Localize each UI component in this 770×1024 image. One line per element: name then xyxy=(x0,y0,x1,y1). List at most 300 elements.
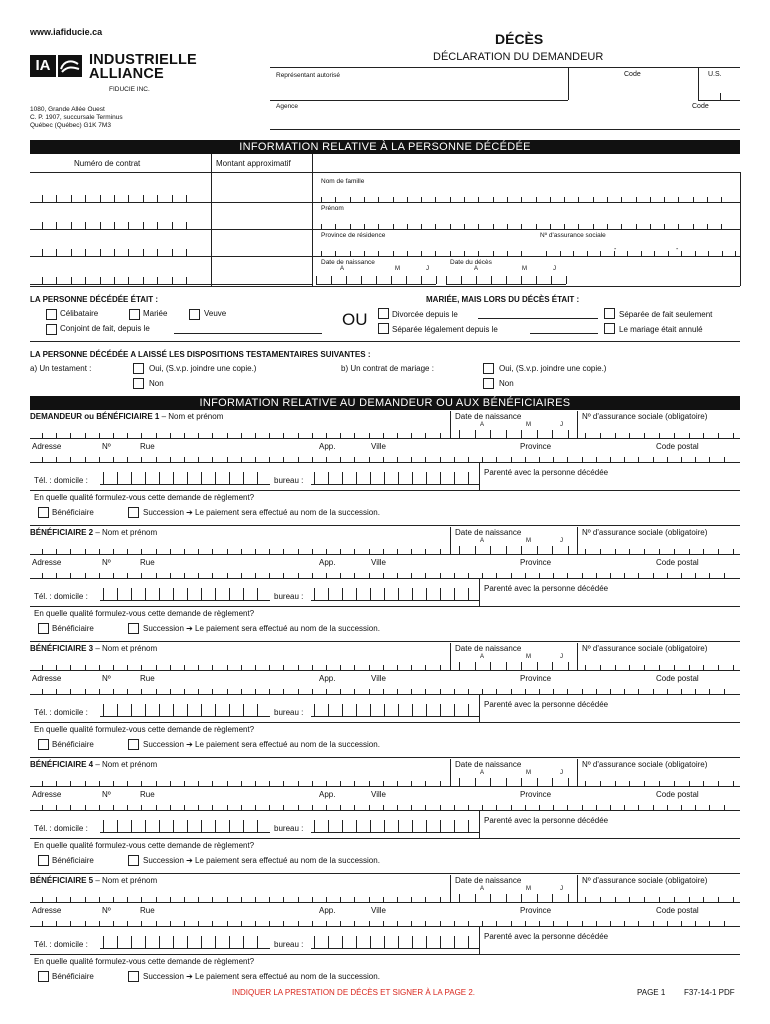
dod-j: J xyxy=(553,266,556,272)
field-baseline xyxy=(30,284,211,285)
succession-checkbox[interactable] xyxy=(128,739,139,750)
field-baseline xyxy=(30,810,740,811)
nas-dash: - xyxy=(614,246,617,253)
dob-j-label: J xyxy=(560,422,563,428)
divider xyxy=(450,759,451,786)
tel-bureau-field[interactable] xyxy=(312,819,478,831)
amount-field[interactable] xyxy=(212,238,311,255)
succession-checkbox[interactable] xyxy=(128,855,139,866)
divider xyxy=(577,411,578,438)
rue-label: Rue xyxy=(140,442,155,451)
dob-a-label: A xyxy=(480,654,485,660)
amount-col-header: Montant approximatif xyxy=(216,159,291,168)
tel-bureau-label: bureau : xyxy=(274,708,304,717)
divider xyxy=(577,759,578,786)
char-box-tick xyxy=(378,197,379,202)
beneficiary-name-label: – Nom et prénom xyxy=(159,412,224,421)
succession-label: Succession ➔ Le paiement sera effectué au nom de la succession. xyxy=(143,972,380,981)
contrat-non-checkbox[interactable] xyxy=(483,378,494,389)
separee-legale-date-field[interactable] xyxy=(530,322,598,333)
beneficiaire-checkbox[interactable] xyxy=(38,855,49,866)
field-baseline xyxy=(446,284,566,285)
beneficiary-address-field[interactable] xyxy=(30,568,740,578)
char-box-tick xyxy=(506,276,507,284)
beneficiary-number: BÉNÉFICIAIRE 5 xyxy=(30,876,94,885)
tel-bureau-field[interactable] xyxy=(312,703,478,715)
parente-field[interactable] xyxy=(482,593,738,604)
char-box-tick xyxy=(350,224,351,229)
char-box-tick xyxy=(507,251,508,256)
field-baseline xyxy=(316,284,436,285)
beneficiary-name-field[interactable] xyxy=(30,539,448,553)
contract-number-field[interactable] xyxy=(30,238,211,255)
adresse-label: Adresse xyxy=(32,558,62,567)
tel-bureau-field[interactable] xyxy=(312,587,478,599)
parente-label: Parenté avec la personne décédée xyxy=(484,584,609,593)
beneficiaire-checkbox[interactable] xyxy=(38,507,49,518)
succession-checkbox[interactable] xyxy=(128,971,139,982)
field-baseline xyxy=(30,462,740,463)
no-label: Nº xyxy=(102,558,111,567)
beneficiaire-checkbox[interactable] xyxy=(38,623,49,634)
char-box-tick xyxy=(636,197,637,202)
footer-notice: INDIQUER LA PRESTATION DE DÉCÈS ET SIGNER À LA PAGE 2. xyxy=(232,988,476,997)
parente-label: Parenté avec la personne décédée xyxy=(484,700,609,709)
contrat-oui-checkbox[interactable] xyxy=(483,363,494,374)
ville-label: Ville xyxy=(371,674,386,683)
char-box-tick xyxy=(446,276,447,284)
char-box-tick xyxy=(346,276,347,284)
char-box-tick xyxy=(546,251,547,256)
succession-label: Succession ➔ Le paiement sera effectué au nom de la succession. xyxy=(143,740,380,749)
code-postal-label: Code postal xyxy=(656,790,699,799)
char-box-tick xyxy=(435,251,436,256)
char-box-tick xyxy=(478,197,479,202)
dob-label: Date de naissance xyxy=(455,644,522,653)
divider xyxy=(450,875,451,902)
dob-label: Date de naissance xyxy=(321,259,375,266)
deceased-nas-field[interactable] xyxy=(540,240,740,254)
rep-field[interactable] xyxy=(270,80,568,98)
dob-m-label: M xyxy=(526,538,531,544)
char-box-tick xyxy=(650,197,651,202)
beneficiary-dob-field[interactable] xyxy=(452,423,575,437)
ou-label: OU xyxy=(342,310,368,329)
beneficiary-name-label: – Nom et prénom xyxy=(93,644,158,653)
char-box-tick xyxy=(364,224,365,229)
char-box-tick xyxy=(464,197,465,202)
char-box-tick xyxy=(536,224,537,229)
beneficiary-title xyxy=(30,644,157,653)
char-box-tick xyxy=(335,224,336,229)
char-box-tick xyxy=(393,197,394,202)
beneficiary-title xyxy=(30,412,223,421)
char-box-tick xyxy=(421,251,422,256)
beneficiaire-label: Bénéficiaire xyxy=(52,856,94,865)
beneficiary-name-field[interactable] xyxy=(30,423,448,437)
char-box-tick xyxy=(464,224,465,229)
field-baseline xyxy=(30,525,740,526)
field-baseline xyxy=(211,256,312,257)
char-box-tick xyxy=(407,224,408,229)
divider xyxy=(479,926,480,954)
char-box-tick xyxy=(378,251,379,256)
nas-label: Nº d'assurance sociale (obligatoire) xyxy=(582,760,708,769)
beneficiary-dob-field[interactable] xyxy=(452,771,575,785)
dob-a-label: A xyxy=(480,770,485,776)
divorcee-checkbox[interactable] xyxy=(378,308,389,319)
char-box-tick xyxy=(321,251,322,256)
tel-domicile-field[interactable] xyxy=(102,935,270,947)
char-box-tick xyxy=(321,224,322,229)
char-box-tick xyxy=(708,251,709,256)
dob-label: Date de naissance xyxy=(455,760,522,769)
beneficiary-name-field[interactable] xyxy=(30,655,448,669)
tel-bureau-label: bureau : xyxy=(274,476,304,485)
char-box-tick xyxy=(607,197,608,202)
parente-field[interactable] xyxy=(482,709,738,720)
parente-label: Parenté avec la personne décédée xyxy=(484,468,609,477)
char-box-tick xyxy=(678,224,679,229)
company-sub: FIDUCIE INC. xyxy=(109,86,150,93)
parente-field[interactable] xyxy=(482,825,738,836)
beneficiaire-label: Bénéficiaire xyxy=(52,740,94,749)
veuve-checkbox[interactable] xyxy=(189,309,200,320)
mariee-checkbox[interactable] xyxy=(129,309,140,320)
char-box-tick xyxy=(461,276,462,284)
char-box-tick xyxy=(707,197,708,202)
dob-a-label: A xyxy=(480,422,485,428)
rue-label: Rue xyxy=(140,558,155,567)
char-box-tick xyxy=(641,251,642,256)
char-box-tick xyxy=(450,197,451,202)
char-box-tick xyxy=(478,251,479,256)
char-box-tick xyxy=(335,197,336,202)
beneficiary-title xyxy=(30,760,157,769)
succession-label: Succession ➔ Le paiement sera effectué au nom de la succession. xyxy=(143,508,380,517)
contract-number-field[interactable] xyxy=(30,184,211,201)
char-box-tick xyxy=(521,276,522,284)
char-box-tick xyxy=(593,224,594,229)
parente-field[interactable] xyxy=(482,477,738,488)
field-baseline xyxy=(30,490,740,491)
char-box-tick xyxy=(476,276,477,284)
tel-domicile-field[interactable] xyxy=(102,819,270,831)
field-baseline xyxy=(311,832,479,833)
char-box-tick xyxy=(650,224,651,229)
code-label: Code xyxy=(624,71,641,78)
tel-bureau-label: bureau : xyxy=(274,824,304,833)
char-box-tick xyxy=(406,276,407,284)
company-name-line1: INDUSTRIELLE xyxy=(89,52,197,68)
char-box-tick xyxy=(507,197,508,202)
adresse-label: Adresse xyxy=(32,674,62,683)
field-baseline xyxy=(30,873,740,874)
field-baseline xyxy=(30,722,740,723)
beneficiary-address-field[interactable] xyxy=(30,916,740,926)
char-box-tick xyxy=(493,251,494,256)
char-box-tick xyxy=(550,197,551,202)
testament-non-label: Non xyxy=(149,379,164,388)
dob-a: A xyxy=(340,266,345,272)
agence-field[interactable] xyxy=(270,110,680,128)
agence-label: Agence xyxy=(276,103,299,110)
char-box-tick xyxy=(335,251,336,256)
beneficiary-address-field[interactable] xyxy=(30,684,740,694)
conjoint-checkbox[interactable] xyxy=(46,324,57,335)
address-line-3: Québec (Québec) G1K 7M3 xyxy=(30,122,111,129)
province-label: Province de résidence xyxy=(321,232,386,239)
ville-label: Ville xyxy=(371,906,386,915)
field-baseline xyxy=(30,694,740,695)
tel-bureau-field[interactable] xyxy=(312,935,478,947)
dob-m-label: M xyxy=(526,422,531,428)
beneficiary-dob-field[interactable] xyxy=(452,655,575,669)
company-name-line2: ALLIANCE xyxy=(89,66,164,82)
dob-label: Date de naissance xyxy=(455,528,522,537)
char-box-tick xyxy=(536,197,537,202)
field-baseline xyxy=(312,172,740,173)
rep-code-field[interactable] xyxy=(570,80,696,98)
succession-label: Succession ➔ Le paiement sera effectué au nom de la succession. xyxy=(143,856,380,865)
testament-non-checkbox[interactable] xyxy=(133,378,144,389)
annule-label: Le mariage était annulé xyxy=(619,325,703,334)
province-label: Province xyxy=(520,906,552,915)
char-box-tick xyxy=(521,251,522,256)
dob-m-label: M xyxy=(526,886,531,892)
dob-j-label: J xyxy=(560,886,563,892)
char-box-tick xyxy=(521,224,522,229)
char-box-tick xyxy=(491,276,492,284)
tel-domicile-field[interactable] xyxy=(102,587,270,599)
field-baseline xyxy=(30,256,211,257)
deceased-province-field[interactable] xyxy=(312,240,532,254)
beneficiaire-label: Bénéficiaire xyxy=(52,508,94,517)
beneficiary-nas-field[interactable] xyxy=(579,655,739,669)
rue-label: Rue xyxy=(140,790,155,799)
testament-oui-checkbox[interactable] xyxy=(133,363,144,374)
field-baseline xyxy=(30,202,211,203)
separee-fait-checkbox[interactable] xyxy=(604,308,615,319)
divider xyxy=(577,875,578,902)
beneficiary-nas-field[interactable] xyxy=(579,539,739,553)
amount-field[interactable] xyxy=(212,211,311,228)
divider xyxy=(577,527,578,554)
code-postal-label: Code postal xyxy=(656,906,699,915)
field-baseline xyxy=(100,832,270,833)
nas-label: Nº d'assurance sociale (obligatoire) xyxy=(582,876,708,885)
char-box-tick xyxy=(421,224,422,229)
char-box-tick xyxy=(436,276,437,284)
char-box-tick xyxy=(478,224,479,229)
qualite-question: En quelle qualité formulez-vous cette demande de règlement? xyxy=(34,493,255,502)
char-box-tick xyxy=(350,197,351,202)
char-box-tick xyxy=(450,251,451,256)
deceased-first-name-field[interactable] xyxy=(312,213,740,227)
contrat-non-label: Non xyxy=(499,379,514,388)
field-baseline xyxy=(30,606,740,607)
field-baseline xyxy=(312,202,740,203)
separee-legale-label: Séparée légalement depuis le xyxy=(392,325,498,334)
tel-bureau-label: bureau : xyxy=(274,940,304,949)
char-box-tick xyxy=(721,197,722,202)
char-box-tick xyxy=(391,276,392,284)
logo-swirl-icon xyxy=(58,55,82,77)
char-box-tick xyxy=(407,197,408,202)
char-box-tick xyxy=(578,224,579,229)
amount-field[interactable] xyxy=(212,266,311,283)
annule-checkbox[interactable] xyxy=(604,323,615,334)
char-box-tick xyxy=(493,224,494,229)
char-box-tick xyxy=(693,224,694,229)
adresse-label: Adresse xyxy=(32,442,62,451)
parente-label: Parenté avec la personne décédée xyxy=(484,816,609,825)
field-baseline xyxy=(30,229,211,230)
char-box-tick xyxy=(361,276,362,284)
contract-number-field[interactable] xyxy=(30,266,211,283)
beneficiary-dob-field[interactable] xyxy=(452,539,575,553)
beneficiaire-label: Bénéficiaire xyxy=(52,624,94,633)
qualite-question: En quelle qualité formulez-vous cette demande de règlement? xyxy=(34,957,255,966)
province-label: Province xyxy=(520,442,552,451)
field-baseline xyxy=(312,229,740,230)
mariee-label: Mariée xyxy=(143,309,168,318)
contract-number-field[interactable] xyxy=(30,211,211,228)
tel-domicile-label: Tél. : domicile : xyxy=(34,476,88,485)
contract-col-header: Numéro de contrat xyxy=(74,159,141,168)
logo-ia-mark: IA xyxy=(30,55,56,77)
page-number: PAGE 1 xyxy=(637,988,666,997)
province-label: Province xyxy=(520,790,552,799)
adresse-label: Adresse xyxy=(32,906,62,915)
field-baseline xyxy=(100,600,270,601)
field-baseline xyxy=(30,554,740,555)
beneficiary-name-field[interactable] xyxy=(30,887,448,901)
nas-label: Nº d'assurance sociale xyxy=(540,232,606,239)
char-box-tick xyxy=(722,251,723,256)
char-box-tick xyxy=(693,197,694,202)
deceased-last-name-field[interactable] xyxy=(312,186,740,200)
beneficiary-number: BÉNÉFICIAIRE 2 xyxy=(30,528,94,537)
char-box-tick xyxy=(393,224,394,229)
field-baseline xyxy=(30,954,740,955)
dob-j-label: J xyxy=(560,654,563,660)
char-box-tick xyxy=(621,224,622,229)
char-box-tick xyxy=(550,224,551,229)
app-label: App. xyxy=(319,674,336,683)
char-box-tick xyxy=(664,224,665,229)
char-box-tick xyxy=(707,224,708,229)
beneficiary-number: BÉNÉFICIAIRE 3 xyxy=(30,644,94,653)
app-label: App. xyxy=(319,558,336,567)
beneficiary-address-field[interactable] xyxy=(30,800,740,810)
succession-checkbox[interactable] xyxy=(128,507,139,518)
no-label: Nº xyxy=(102,906,111,915)
married-but-label: MARIÉE, MAIS LORS DU DÉCÈS ÉTAIT : xyxy=(426,295,580,304)
dob-a-label: A xyxy=(480,538,485,544)
tel-domicile-field[interactable] xyxy=(102,471,270,483)
qualite-question: En quelle qualité formulez-vous cette demande de règlement? xyxy=(34,725,255,734)
parente-field[interactable] xyxy=(482,941,738,952)
ville-label: Ville xyxy=(371,442,386,451)
beneficiary-nas-field[interactable] xyxy=(579,887,739,901)
address-line-2: C. P. 1907, succursale Terminus xyxy=(30,114,123,121)
ville-label: Ville xyxy=(371,790,386,799)
app-label: App. xyxy=(319,790,336,799)
char-box-tick xyxy=(393,251,394,256)
province-label: Province xyxy=(520,674,552,683)
char-box-tick xyxy=(493,197,494,202)
agence-code-label: Code xyxy=(692,103,709,110)
beneficiary-nas-field[interactable] xyxy=(579,771,739,785)
nas-label: Nº d'assurance sociale (obligatoire) xyxy=(582,412,708,421)
form-title: DÉCÈS xyxy=(495,31,544,47)
char-box-tick xyxy=(607,224,608,229)
char-box-tick xyxy=(735,251,736,256)
field-baseline xyxy=(311,600,479,601)
testament-a-label: a) Un testament : xyxy=(30,364,92,373)
beneficiary-number: BÉNÉFICIAIRE 4 xyxy=(30,760,94,769)
char-box-tick xyxy=(331,276,332,284)
divider xyxy=(479,462,480,490)
char-box-tick xyxy=(566,276,567,284)
beneficiary-title xyxy=(30,528,157,537)
beneficiaire-checkbox[interactable] xyxy=(38,739,49,750)
tel-domicile-label: Tél. : domicile : xyxy=(34,824,88,833)
beneficiary-name-label: – Nom et prénom xyxy=(93,876,158,885)
beneficiary-nas-field[interactable] xyxy=(579,423,739,437)
beneficiaire-checkbox[interactable] xyxy=(38,971,49,982)
char-box-tick xyxy=(421,276,422,284)
beneficiary-name-field[interactable] xyxy=(30,771,448,785)
field-baseline xyxy=(311,484,479,485)
dob-j: J xyxy=(426,266,429,272)
field-baseline xyxy=(30,786,740,787)
char-box-tick xyxy=(564,224,565,229)
field-baseline xyxy=(30,838,740,839)
dob-m-label: M xyxy=(526,654,531,660)
veuve-label: Veuve xyxy=(204,309,227,318)
nom-famille-label: Nom de famille xyxy=(321,178,365,185)
char-box-tick xyxy=(350,251,351,256)
tel-domicile-label: Tél. : domicile : xyxy=(34,940,88,949)
conjoint-label: Conjoint de fait, depuis le xyxy=(60,324,150,333)
char-box-tick xyxy=(450,224,451,229)
conjoint-date-field[interactable] xyxy=(174,322,322,333)
celibataire-checkbox[interactable] xyxy=(46,309,57,320)
beneficiaire-label: Bénéficiaire xyxy=(52,972,94,981)
char-box-tick xyxy=(681,251,682,256)
char-box-tick xyxy=(521,197,522,202)
field-baseline xyxy=(30,438,740,439)
tel-domicile-field[interactable] xyxy=(102,703,270,715)
section-deceased: INFORMATION RELATIVE À LA PERSONNE DÉCÉDÉE xyxy=(30,140,740,154)
tel-domicile-label: Tél. : domicile : xyxy=(34,708,88,717)
field-baseline xyxy=(211,202,312,203)
divorcee-date-field[interactable] xyxy=(478,307,598,318)
form-subtitle: DÉCLARATION DU DEMANDEUR xyxy=(433,51,604,63)
qualite-question: En quelle qualité formulez-vous cette demande de règlement? xyxy=(34,841,255,850)
beneficiary-address-field[interactable] xyxy=(30,452,740,462)
succession-checkbox[interactable] xyxy=(128,623,139,634)
field-baseline xyxy=(30,926,740,927)
amount-field[interactable] xyxy=(212,184,311,201)
separee-legale-checkbox[interactable] xyxy=(378,323,389,334)
beneficiary-dob-field[interactable] xyxy=(452,887,575,901)
tel-bureau-field[interactable] xyxy=(312,471,478,483)
char-box-tick xyxy=(695,251,696,256)
char-box-tick xyxy=(435,224,436,229)
